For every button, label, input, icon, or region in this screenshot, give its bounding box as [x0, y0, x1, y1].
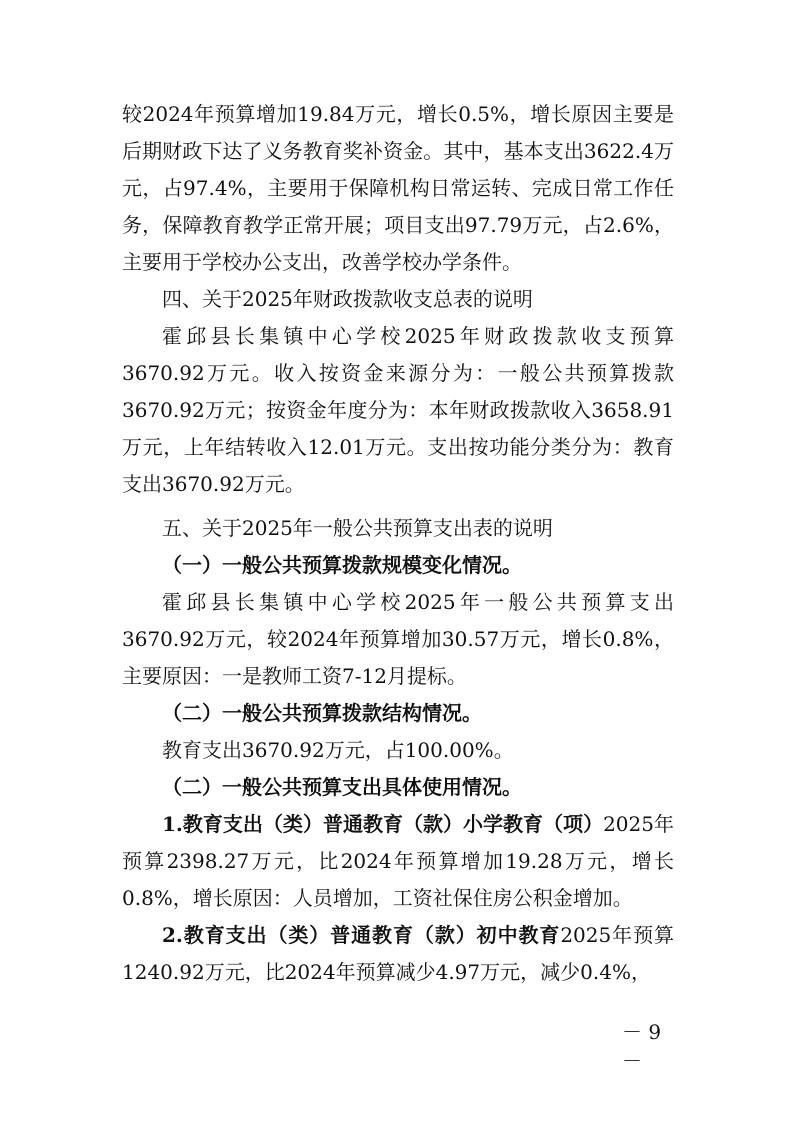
item-2-lead: 2.教育支出（类）普通教育（款）初中教育 — [162, 923, 561, 947]
subsection-2-heading: （二）一般公共预算拨款结构情况。 — [162, 701, 482, 725]
item-2-text: 2025年预算1240.92万元，比2024年预算减少4.97万元，减少0.4%， — [122, 923, 674, 984]
continuation-paragraph: 较2024年预算增加19.84万元，增长0.5%，增长原因主要是后期财政下达了义务教育奖补资金。其中，基本支出3622.4万元，占97.4%，主要用于保障机构日常运转、完成日常工作任务，保障教育教学正常开展；项目支出97.79万元，占2.6%，主要用于学校办公支出，改善学校办学条件。 — [122, 102, 674, 274]
subsection-1-body: 霍邱县长集镇中心学校2025年一般公共预算支出3670.92万元，较2024年预算增加30.57万元，增长0.8%，主要原因：一是教师工资7-12月提标。 — [122, 590, 674, 688]
document-page — [122, 96, 674, 991]
section-5-heading: 五、关于2025年一般公共预算支出表的说明 — [162, 516, 553, 540]
subsection-3-heading: （二）一般公共预算支出具体使用情况。 — [162, 775, 522, 799]
item-1-lead: 1.教育支出（类）普通教育（款）小学教育（项） — [162, 812, 604, 836]
item-2-paragraph — [122, 917, 674, 991]
item-1-paragraph — [122, 806, 674, 917]
subsection-1-heading: （一）一般公共预算拨款规模变化情况。 — [162, 553, 522, 577]
item-1-text: 2025年预算2398.27万元，比2024年预算增加19.28万元，增长0.8%，增长原因：人员增加，工资社保住房公积金增加。 — [122, 812, 674, 910]
page-number: － 9 － — [622, 1020, 662, 1073]
section-4-heading: 四、关于2025年财政拨款收支总表的说明 — [162, 287, 533, 311]
subsection-2-body: 教育支出3670.92万元，占100.00%。 — [162, 738, 514, 762]
section-4-body: 霍邱县长集镇中心学校2025年财政拨款收支预算3670.92万元。收入按资金来源分为：一般公共预算拨款3670.92万元；按资金年度分为：本年财政拨款收入3658.91万元，上年结转收入12.01万元。支出按功能分类分为：教育支出3670.92万元。 — [122, 324, 674, 496]
